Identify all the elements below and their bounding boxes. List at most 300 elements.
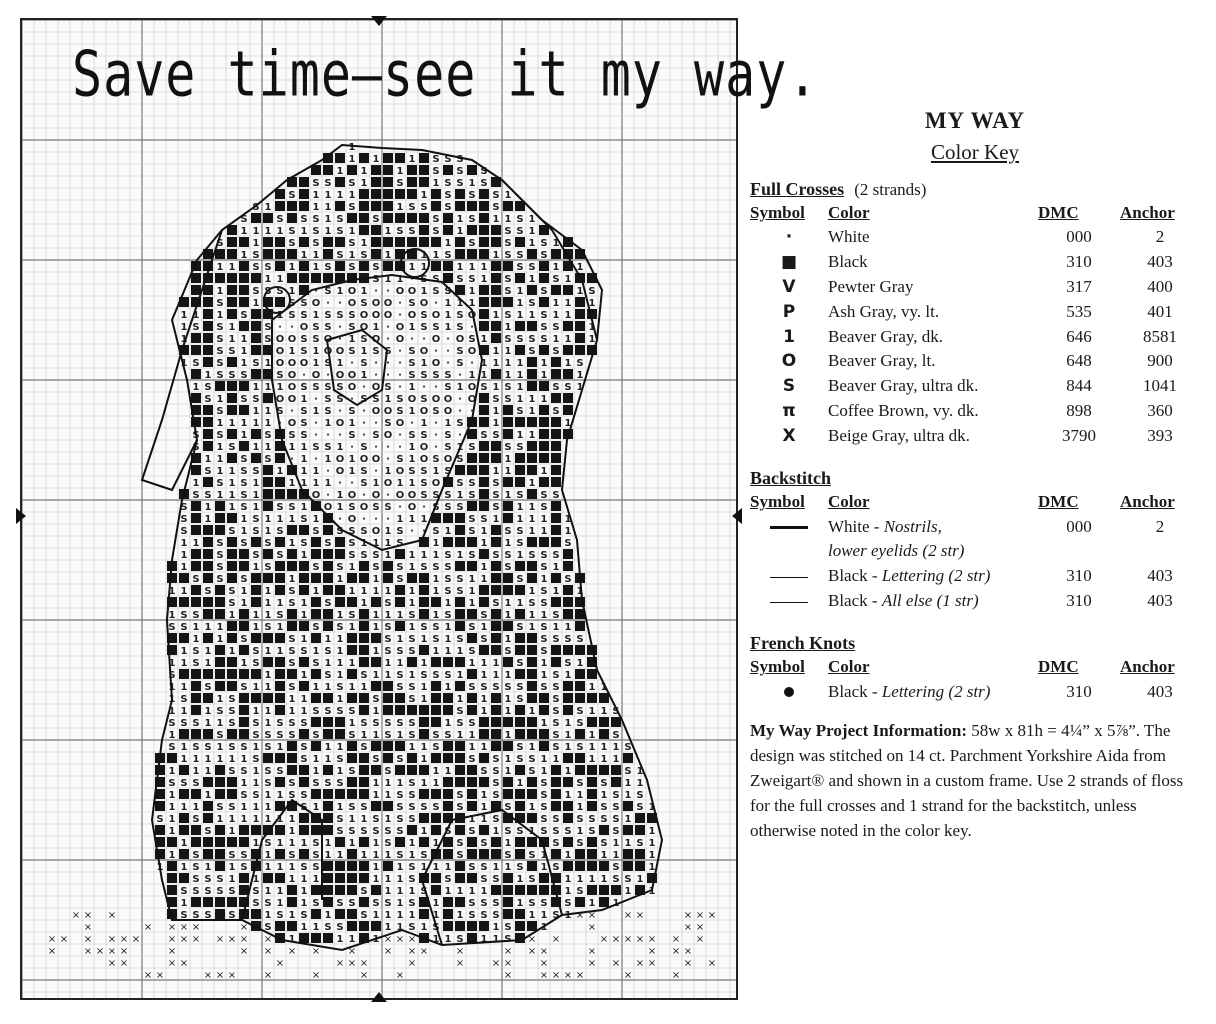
- stitch-square: [311, 693, 321, 703]
- stitch-square: [251, 825, 261, 835]
- stitch-square: [311, 549, 321, 559]
- stitch-square: [335, 549, 345, 559]
- stitch-symbol: S: [408, 874, 416, 885]
- stitch-square: [443, 537, 453, 547]
- stitch-symbol: 1: [552, 622, 560, 633]
- stitch-square: [419, 789, 429, 799]
- stitch-symbol: S: [180, 514, 188, 525]
- stitch-symbol: S: [288, 646, 296, 657]
- stitch-symbol: S: [192, 886, 200, 897]
- stitch-symbol: S: [336, 922, 344, 933]
- stitch-symbol: 1: [456, 262, 464, 273]
- stitch-symbol: 1: [180, 562, 188, 573]
- stitch-symbol: S: [600, 778, 608, 789]
- stitch-symbol: 1: [432, 574, 440, 585]
- stitch-square: [371, 765, 381, 775]
- stitch-square: [335, 837, 345, 847]
- stitch-symbol: S: [456, 166, 464, 177]
- stitch-square: [455, 897, 465, 907]
- stitch-symbol: 1: [324, 214, 332, 225]
- stitch-square: [323, 717, 333, 727]
- full-crosses-table: [750, 200, 1200, 448]
- stitch-symbol: S: [276, 526, 284, 537]
- stitch-symbol: S: [312, 658, 320, 669]
- stitch-square: [167, 753, 177, 763]
- stitch-symbol: S: [372, 502, 380, 513]
- stitch-symbol: 1: [540, 370, 548, 381]
- col-anchor: Anchor: [1120, 202, 1175, 222]
- stitch-symbol: S: [408, 430, 416, 441]
- stitch-square: [371, 249, 381, 259]
- stitch-square: [323, 513, 333, 523]
- stitch-symbol: 1: [516, 898, 524, 909]
- stitch-symbol: S: [264, 286, 272, 297]
- stitch-symbol: S: [360, 826, 368, 837]
- table-row: [750, 250, 1200, 275]
- stitch-symbol: 1: [492, 466, 500, 477]
- stitch-symbol: ·: [314, 430, 318, 441]
- stitch-symbol: 1: [588, 898, 596, 909]
- stitch-symbol: S: [612, 790, 620, 801]
- stitch-square: [599, 765, 609, 775]
- ground-stitch-x: ×: [179, 922, 189, 933]
- stitch-symbol: 1: [636, 766, 644, 777]
- stitch-symbol: S: [312, 562, 320, 573]
- stitch-symbol: 1: [444, 682, 452, 693]
- stitch-symbol: 1: [444, 934, 452, 945]
- stitch-square: [479, 453, 489, 463]
- stitch-square: [479, 225, 489, 235]
- french-knots-section: [750, 633, 1210, 704]
- stitch-symbol: S: [420, 622, 428, 633]
- stitch-symbol: 1: [372, 586, 380, 597]
- stitch-square: [527, 669, 537, 679]
- stitch-square: [443, 777, 453, 787]
- stitch-square: [275, 585, 285, 595]
- stitch-symbol: 1: [552, 238, 560, 249]
- stitch-square: [551, 249, 561, 259]
- stitch-symbol: S: [444, 370, 452, 381]
- stitch-symbol: 1: [516, 514, 524, 525]
- stitch-symbol: S: [312, 838, 320, 849]
- stitch-square: [527, 285, 537, 295]
- stitch-symbol: S: [528, 298, 536, 309]
- stitch-symbol: O: [323, 334, 333, 345]
- stitch-square: [587, 849, 597, 859]
- stitch-square: [587, 765, 597, 775]
- stitch-symbol: 1: [324, 754, 332, 765]
- stitch-square: [515, 609, 525, 619]
- stitch-symbol: S: [552, 730, 560, 741]
- stitch-symbol: S: [204, 586, 212, 597]
- stitch-symbol: 1: [540, 514, 548, 525]
- stitch-symbol: 1: [180, 802, 188, 813]
- stitch-symbol: O: [395, 334, 405, 345]
- stitch-symbol: S: [504, 442, 512, 453]
- stitch-square: [479, 465, 489, 475]
- stitch-square: [383, 237, 393, 247]
- stitch-symbol: S: [480, 610, 488, 621]
- stitch-symbol: S: [264, 562, 272, 573]
- stitch-symbol: S: [468, 334, 476, 345]
- stitch-square: [527, 813, 537, 823]
- stitch-symbol: 1: [264, 646, 272, 657]
- stitch-symbol: O: [359, 502, 369, 513]
- stitch-square: [299, 525, 309, 535]
- stitch-symbol: 1: [372, 622, 380, 633]
- stitch-symbol: S: [252, 718, 260, 729]
- stitch-symbol: S: [300, 430, 308, 441]
- stitch-symbol: 1: [168, 610, 176, 621]
- stitch-square: [371, 633, 381, 643]
- stitch-symbol: O: [299, 358, 309, 369]
- stitch-square: [431, 873, 441, 883]
- stitch-symbol: S: [516, 226, 524, 237]
- stitch-square: [203, 537, 213, 547]
- stitch-square: [551, 789, 561, 799]
- stitch-symbol: 1: [564, 670, 572, 681]
- stitch-symbol: O: [335, 466, 345, 477]
- stitch-symbol: S: [384, 622, 392, 633]
- stitch-square: [227, 309, 237, 319]
- stitch-square: [191, 501, 201, 511]
- stitch-symbol: ·: [362, 430, 366, 441]
- ground-stitch-x: ×: [683, 910, 693, 921]
- stitch-square: [563, 645, 573, 655]
- stitch-square: [479, 489, 489, 499]
- stitch-symbol: 1: [264, 706, 272, 717]
- ground-stitch-x: ×: [455, 958, 465, 969]
- stitch-square: [251, 537, 261, 547]
- stitch-symbol: 1: [348, 466, 356, 477]
- stitch-symbol: S: [456, 322, 464, 333]
- ground-stitch-x: ×: [359, 958, 369, 969]
- stitch-symbol: 1: [312, 754, 320, 765]
- stitch-symbol: S: [408, 466, 416, 477]
- stitch-square: [251, 369, 261, 379]
- anchor-cell: 393: [1147, 425, 1173, 445]
- ground-stitch-x: ×: [215, 970, 225, 981]
- backstitch-section: [750, 468, 1210, 613]
- stitch-symbol: 1: [204, 706, 212, 717]
- stitch-square: [515, 561, 525, 571]
- stitch-square: [251, 333, 261, 343]
- stitch-symbol: 1: [252, 226, 260, 237]
- stitch-symbol: S: [612, 802, 620, 813]
- stitch-symbol: 1: [372, 538, 380, 549]
- stitch-square: [299, 561, 309, 571]
- stitch-square: [299, 813, 309, 823]
- stitch-symbol: ·: [410, 418, 414, 429]
- stitch-symbol: S: [192, 658, 200, 669]
- stitch-symbol: 1: [204, 514, 212, 525]
- stitch-symbol: 1: [216, 310, 224, 321]
- stitch-square: [215, 513, 225, 523]
- stitch-square: [419, 177, 429, 187]
- stitch-symbol: S: [492, 598, 500, 609]
- stitch-symbol: 1: [228, 874, 236, 885]
- stitch-square: [467, 933, 477, 943]
- stitch-symbol: S: [336, 898, 344, 909]
- stitch-symbol: S: [420, 850, 428, 861]
- stitch-symbol: S: [360, 250, 368, 261]
- stitch-symbol: S: [360, 478, 368, 489]
- stitch-symbol: S: [480, 514, 488, 525]
- stitch-square: [371, 189, 381, 199]
- stitch-square: [311, 909, 321, 919]
- stitch-symbol: S: [240, 682, 248, 693]
- stitch-symbol: S: [432, 286, 440, 297]
- stitch-symbol: 1: [324, 454, 332, 465]
- stitch-square: [515, 849, 525, 859]
- stitch-symbol: S: [420, 370, 428, 381]
- ground-stitch-x: ×: [647, 946, 657, 957]
- stitch-symbol: S: [408, 610, 416, 621]
- stitch-symbol: S: [480, 874, 488, 885]
- stitch-square: [491, 453, 501, 463]
- stitch-symbol: 1: [636, 778, 644, 789]
- stitch-square: [287, 921, 297, 931]
- stitch-symbol: S: [252, 898, 260, 909]
- stitch-symbol: 1: [168, 814, 176, 825]
- stitch-symbol: 1: [276, 646, 284, 657]
- stitch-symbol: 1: [216, 718, 224, 729]
- stitch-square: [323, 801, 333, 811]
- stitch-symbol: O: [323, 346, 333, 357]
- stitch-symbol: S: [240, 538, 248, 549]
- stitch-square: [527, 453, 537, 463]
- stitch-symbol: S: [288, 598, 296, 609]
- ground-stitch-x: ×: [587, 922, 597, 933]
- stitch-symbol: S: [444, 826, 452, 837]
- stitch-symbol: S: [540, 778, 548, 789]
- stitch-square: [311, 633, 321, 643]
- stitch-symbol: S: [252, 202, 260, 213]
- stitch-symbol: S: [348, 550, 356, 561]
- stitch-square: [323, 561, 333, 571]
- stitch-square: [455, 921, 465, 931]
- stitch-symbol: 1: [276, 598, 284, 609]
- stitch-symbol: S: [432, 370, 440, 381]
- stitch-symbol: S: [468, 514, 476, 525]
- stitch-symbol: 1: [312, 310, 320, 321]
- stitch-symbol: S: [612, 814, 620, 825]
- stitch-symbol: 1: [228, 334, 236, 345]
- stitch-square: [383, 153, 393, 163]
- key-subtitle: Color Key: [930, 140, 1020, 164]
- stitch-symbol: S: [192, 430, 200, 441]
- stitch-symbol: S: [384, 838, 392, 849]
- ground-stitch-x: ×: [47, 946, 57, 957]
- stitch-symbol: 1: [276, 838, 284, 849]
- stitch-symbol: 1: [516, 598, 524, 609]
- stitch-square: [503, 429, 513, 439]
- stitch-square: [287, 621, 297, 631]
- stitch-symbol: 1: [216, 814, 224, 825]
- stitch-symbol: 1: [300, 694, 308, 705]
- stitch-symbol: ·: [278, 418, 282, 429]
- stitch-symbol: 1: [408, 838, 416, 849]
- stitch-square: [203, 597, 213, 607]
- ground-stitch-x: ×: [503, 946, 513, 957]
- stitch-square: [263, 393, 273, 403]
- stitch-square: [227, 237, 237, 247]
- stitch-square: [227, 249, 237, 259]
- stitch-symbol: S: [312, 334, 320, 345]
- stitch-symbol: S: [408, 346, 416, 357]
- stitch-symbol: 1: [456, 382, 464, 393]
- stitch-symbol: 1: [180, 322, 188, 333]
- anchor-cell: 360: [1147, 400, 1173, 420]
- stitch-symbol: S: [408, 898, 416, 909]
- stitch-square: [275, 681, 285, 691]
- stitch-symbol: 1: [432, 766, 440, 777]
- stitch-square: [587, 801, 597, 811]
- stitch-square: [467, 249, 477, 259]
- stitch-symbol: O: [443, 406, 453, 417]
- stitch-square: [275, 201, 285, 211]
- stitch-symbol: 1: [192, 538, 200, 549]
- stitch-square: [359, 789, 369, 799]
- stitch-square: [227, 357, 237, 367]
- stitch-symbol: 1: [432, 538, 440, 549]
- stitch-symbol: S: [240, 574, 248, 585]
- stitch-square: [419, 153, 429, 163]
- stitch-symbol: S: [348, 898, 356, 909]
- stitch-symbol: S: [396, 454, 404, 465]
- project-heading: My Way Project Information:: [750, 721, 968, 741]
- stitch-symbol: ·: [386, 454, 390, 465]
- stitch-square: [407, 177, 417, 187]
- stitch-symbol: 1: [492, 406, 500, 417]
- stitch-symbol: 1: [180, 862, 188, 873]
- stitch-symbol: O: [287, 394, 297, 405]
- stitch-square: [167, 873, 177, 883]
- stitch-symbol: ·: [398, 502, 402, 513]
- stitch-symbol: 1: [240, 658, 248, 669]
- stitch-square: [179, 825, 189, 835]
- stitch-symbol: S: [348, 766, 356, 777]
- stitch-symbol: 1: [504, 754, 512, 765]
- stitch-symbol: S: [456, 850, 464, 861]
- stitch-square: [275, 873, 285, 883]
- stitch-symbol: 1: [396, 514, 404, 525]
- stitch-symbol: 1: [420, 754, 428, 765]
- stitch-square: [383, 201, 393, 211]
- stitch-square: [251, 573, 261, 583]
- stitch-square: [623, 801, 633, 811]
- stitch-square: [191, 669, 201, 679]
- stitch-symbol: S: [324, 922, 332, 933]
- stitch-symbol: X: [782, 425, 796, 446]
- stitch-square: [563, 549, 573, 559]
- stitch-symbol: S: [396, 178, 404, 189]
- stitch-symbol: 1: [552, 334, 560, 345]
- stitch-symbol: O: [287, 334, 297, 345]
- stitch-symbol: 1: [480, 526, 488, 537]
- stitch-symbol: S: [324, 310, 332, 321]
- stitch-symbol: S: [636, 802, 644, 813]
- stitch-square: [395, 585, 405, 595]
- stitch-symbol: S: [396, 226, 404, 237]
- stitch-symbol: 1: [528, 826, 536, 837]
- stitch-square: [287, 741, 297, 751]
- stitch-symbol: S: [576, 742, 584, 753]
- stitch-symbol: S: [300, 514, 308, 525]
- stitch-square: [563, 405, 573, 415]
- stitch-square: [455, 777, 465, 787]
- chart-lettering: Save time—see it my way.: [72, 38, 819, 111]
- stitch-square: [587, 837, 597, 847]
- stitch-symbol: S: [348, 346, 356, 357]
- stitch-symbol: 1: [168, 826, 176, 837]
- stitch-square: [203, 849, 213, 859]
- stitch-symbol: 1: [528, 274, 536, 285]
- anchor-cell: 403: [1147, 252, 1173, 272]
- stitch-symbol: ·: [398, 358, 402, 369]
- stitch-symbol: 1: [456, 646, 464, 657]
- stitch-symbol: S: [552, 862, 560, 873]
- stitch-square: [263, 633, 273, 643]
- stitch-square: [227, 393, 237, 403]
- stitch-square: [467, 777, 477, 787]
- stitch-symbol: 1: [408, 670, 416, 681]
- stitch-square: [251, 429, 261, 439]
- stitch-square: [599, 825, 609, 835]
- stitch-symbol: O: [395, 286, 405, 297]
- stitch-square: [455, 753, 465, 763]
- stitch-symbol: S: [276, 550, 284, 561]
- stitch-symbol: S: [336, 226, 344, 237]
- stitch-symbol: 1: [240, 430, 248, 441]
- stitch-symbol: S: [240, 310, 248, 321]
- stitch-symbol: S: [336, 622, 344, 633]
- stitch-symbol: O: [383, 310, 393, 321]
- stitch-symbol: 1: [336, 850, 344, 861]
- stitch-square: [599, 885, 609, 895]
- stitch-symbol: S: [372, 814, 380, 825]
- stitch-symbol: 1: [456, 226, 464, 237]
- stitch-symbol: 1: [528, 742, 536, 753]
- stitch-symbol: S: [504, 922, 512, 933]
- stitch-symbol: 1: [528, 610, 536, 621]
- stitch-symbol: 1: [504, 370, 512, 381]
- stitch-square: [563, 753, 573, 763]
- stitch-symbol: ·: [386, 286, 390, 297]
- ground-stitch-x: ×: [683, 958, 693, 969]
- stitch-symbol: 1: [468, 262, 476, 273]
- stitch-square: [527, 717, 537, 727]
- stitch-square: [455, 189, 465, 199]
- stitch-square: [155, 765, 165, 775]
- stitch-square: [551, 501, 561, 511]
- stitch-square: [527, 357, 537, 367]
- stitch-symbol: 1: [432, 910, 440, 921]
- stitch-symbol: 1: [204, 790, 212, 801]
- stitch-symbol: O: [335, 454, 345, 465]
- stitch-symbol: S: [228, 718, 236, 729]
- stitch-symbol: S: [432, 622, 440, 633]
- stitch-symbol: 1: [324, 226, 332, 237]
- stitch-square: [167, 861, 177, 871]
- stitch-square: [563, 393, 573, 403]
- stitch-symbol: ·: [434, 430, 438, 441]
- stitch-symbol: S: [300, 214, 308, 225]
- stitch-symbol: O: [395, 466, 405, 477]
- stitch-symbol: S: [216, 478, 224, 489]
- stitch-square: [551, 777, 561, 787]
- stitch-symbol: 1: [444, 862, 452, 873]
